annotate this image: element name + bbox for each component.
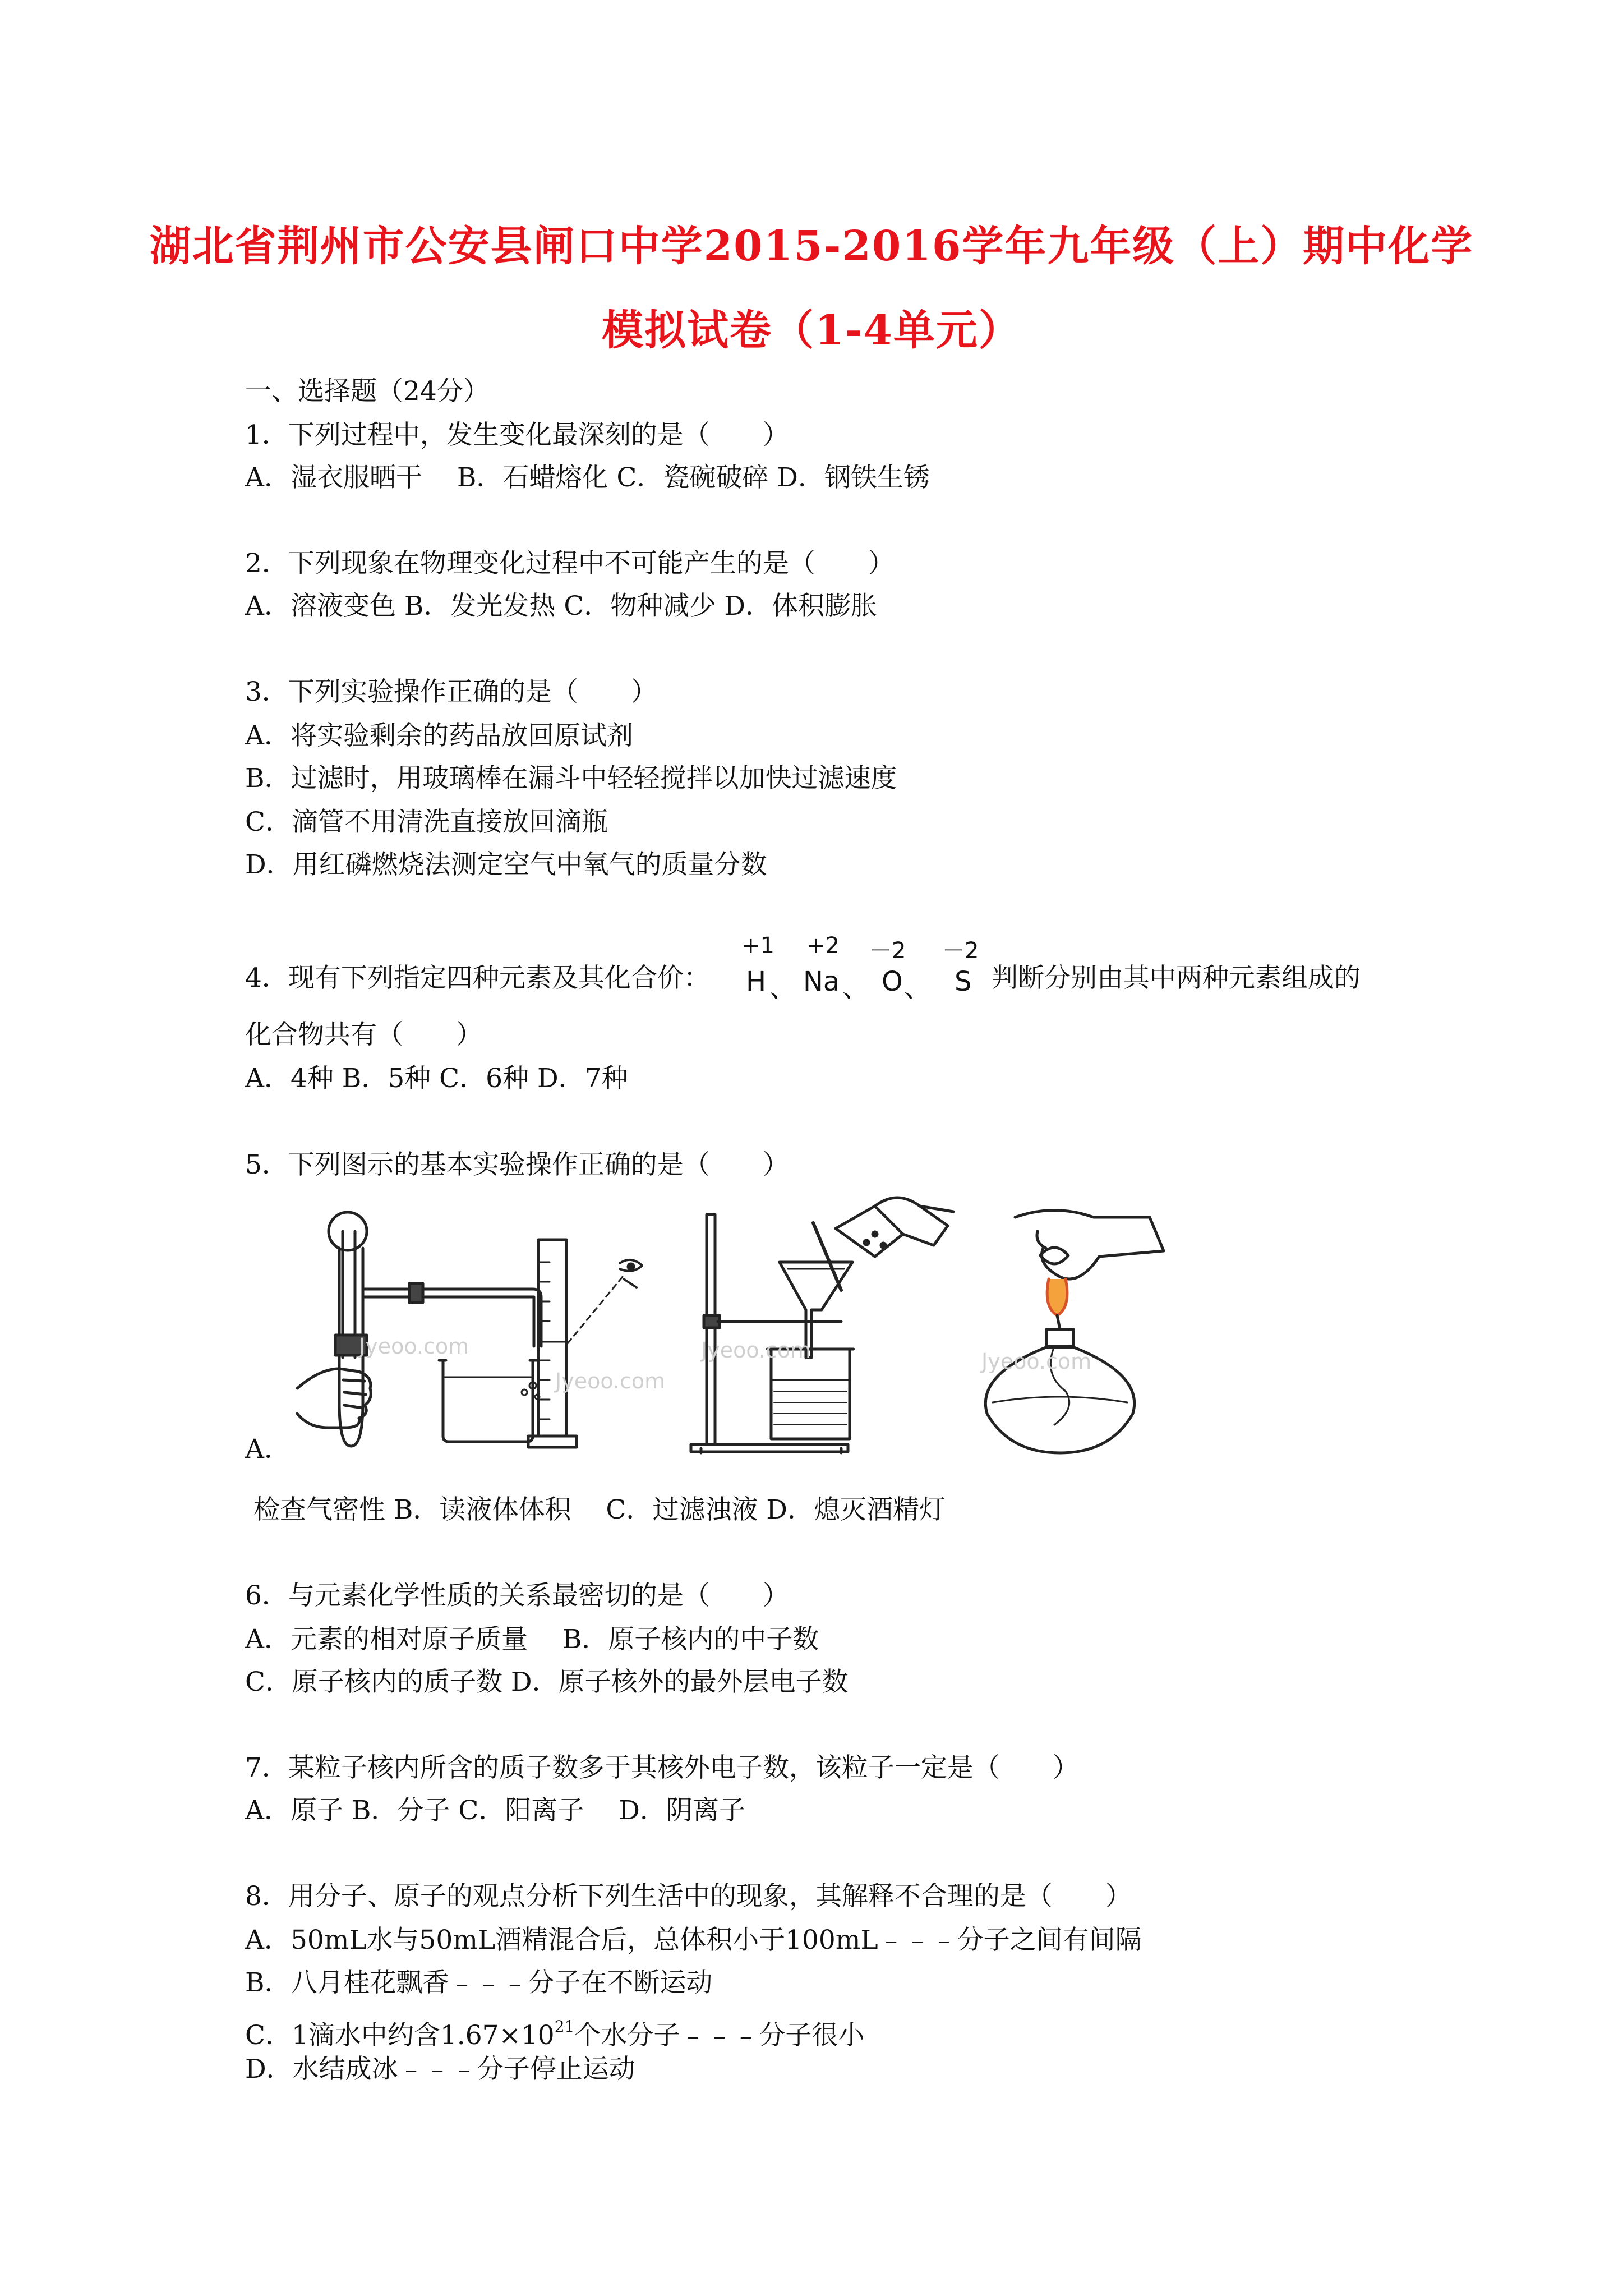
separator-1: 、 [769, 972, 797, 1004]
valence-s: －2 [942, 938, 979, 964]
q8-option-d: D．水结成冰﹣﹣﹣分子停止运动 [245, 2054, 635, 2085]
q8-option-c-pre: C．1滴水中约含1.67×10 [245, 2020, 555, 2051]
q4-stem-line2: 化合物共有（ ） [245, 1019, 482, 1050]
section-heading: 一、选择题（24分） [245, 376, 490, 407]
separator-2: 、 [842, 972, 870, 1004]
element-h: H [746, 966, 767, 997]
element-s: S [955, 966, 972, 997]
element-o: O [882, 966, 903, 997]
svg-text:Jyeoo.com: Jyeoo.com [981, 1349, 1092, 1374]
q7-stem: 7．某粒子核内所含的质子数多于其核外电子数，该粒子一定是（ ） [245, 1752, 1079, 1783]
figure-read-volume [528, 1240, 642, 1447]
separator-3: 、 [904, 972, 932, 1004]
q5-option-a-label: A． [245, 1434, 291, 1465]
q4-stem-pre: 4．现有下列指定四种元素及其化合价： [245, 963, 710, 993]
q7-options: A．原子 B．分子 C．阳离子 D．阴离子 [245, 1795, 745, 1826]
q3-option-a: A．将实验剩余的药品放回原试剂 [245, 720, 633, 751]
q6-options-cd: C．原子核内的质子数 D．原子核外的最外层电子数 [245, 1667, 849, 1697]
q4-options: A．4种 B．5种 C．6种 D．7种 [245, 1063, 628, 1094]
q6-stem: 6．与元素化学性质的关系最密切的是（ ） [245, 1580, 789, 1611]
figure-airtightness-check [297, 1212, 541, 1446]
figure-extinguish-lamp [985, 1211, 1164, 1453]
q3-stem: 3．下列实验操作正确的是（ ） [245, 677, 657, 707]
q5-stem: 5．下列图示的基本实验操作正确的是（ ） [245, 1149, 789, 1180]
exam-title-line1: 湖北省荆州市公安县闸口中学2015-2016学年九年级（上）期中化学 [149, 222, 1474, 270]
valence-o: －2 [869, 938, 906, 964]
svg-text:Jyeoo.com: Jyeoo.com [555, 1369, 666, 1393]
figure-filtration [691, 1198, 953, 1453]
q2-stem: 2．下列现象在物理变化过程中不可能产生的是（ ） [245, 548, 895, 579]
q5-captions: 检查气密性 B．读液体体积 C．过滤浊液 D．熄灭酒精灯 [245, 1494, 946, 1525]
q8-option-c-exponent: 21 [554, 2017, 575, 2036]
q6-options-ab: A．元素的相对原子质量 B．原子核内的中子数 [245, 1624, 819, 1655]
q8-option-a: A．50mL水与50mL酒精混合后，总体积小于100mL﹣﹣﹣分子之间有间隔 [245, 1925, 1142, 1955]
svg-text:Jyeoo.com: Jyeoo.com [359, 1334, 469, 1359]
q8-option-c [245, 2010, 864, 2053]
valence-na: +2 [806, 933, 840, 959]
q8-stem: 8．用分子、原子的观点分析下列生活中的现象，其解释不合理的是（ ） [245, 1881, 1132, 1912]
valence-h: +1 [741, 933, 774, 959]
exam-title-line2: 模拟试卷（1-4单元） [602, 306, 1021, 355]
q1-stem: 1．下列过程中，发生变化最深刻的是（ ） [245, 420, 789, 450]
q8-option-c-post: 个水分子﹣﹣﹣分子很小 [574, 2020, 865, 2051]
q3-option-d: D．用红磷燃烧法测定空气中氧气的质量分数 [245, 849, 767, 880]
q8-option-b: B．八月桂花飘香﹣﹣﹣分子在不断运动 [245, 1967, 713, 1998]
q2-options: A．溶液变色 B．发光发热 C．物种减少 D．体积膨胀 [245, 591, 877, 622]
q4-stem-post: 判断分别由其中两种元素组成的 [992, 963, 1361, 993]
q3-option-b: B．过滤时，用玻璃棒在漏斗中轻轻搅拌以加快过滤速度 [245, 763, 897, 794]
q1-options: A．湿衣服晒干 B．石蜡熔化 C．瓷碗破碎 D．钢铁生锈 [245, 462, 930, 493]
element-na: Na [803, 966, 840, 997]
q3-option-c: C．滴管不用清洗直接放回滴瓶 [245, 807, 608, 838]
svg-text:Jyeoo.com: Jyeoo.com [701, 1338, 811, 1363]
